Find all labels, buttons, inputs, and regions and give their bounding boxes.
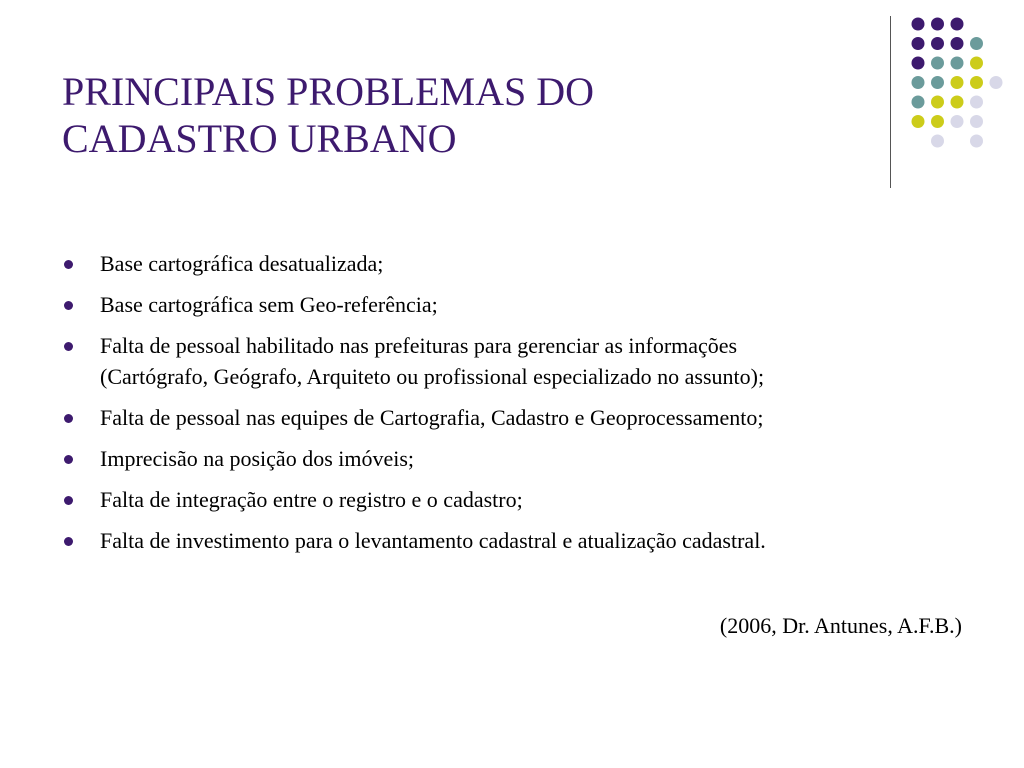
- decorative-dot: [931, 76, 944, 89]
- bullet-text: Falta de investimento para o levantamento cadastral e atualização cadastral.: [100, 528, 766, 553]
- decorative-dot: [951, 37, 964, 50]
- decorative-dot: [970, 135, 983, 148]
- slide-title-line-2: CADASTRO URBANO: [62, 116, 457, 161]
- slide-title: [62, 68, 822, 162]
- decorative-dot: [931, 37, 944, 50]
- slide-title-line-1: PRINCIPAIS PROBLEMAS DO: [62, 69, 594, 114]
- bullet-item: [62, 443, 982, 474]
- bullet-text: Falta de pessoal nas equipes de Cartografia, Cadastro e Geoprocessamento;: [100, 405, 764, 430]
- decorative-dot: [931, 57, 944, 70]
- decorative-dot: [970, 37, 983, 50]
- decorative-dot: [951, 57, 964, 70]
- bullet-item: [62, 289, 982, 320]
- decorative-dot: [912, 57, 925, 70]
- bullet-list: [62, 248, 982, 566]
- decorative-dot: [912, 96, 925, 109]
- decorative-dot: [970, 115, 983, 128]
- decorative-dot: [931, 135, 944, 148]
- bullet-item: [62, 402, 982, 433]
- bullet-dot-icon: [64, 414, 73, 423]
- bullet-text: Base cartográfica sem Geo-referência;: [100, 292, 438, 317]
- decorative-dot: [912, 18, 925, 31]
- title-divider-line: [890, 16, 891, 188]
- bullet-item: [62, 330, 982, 392]
- decorative-dot: [931, 96, 944, 109]
- bullet-dot-icon: [64, 260, 73, 269]
- bullet-dot-icon: [64, 496, 73, 505]
- decorative-dot: [970, 57, 983, 70]
- decorative-dot: [912, 115, 925, 128]
- decorative-dot: [912, 37, 925, 50]
- bullet-item: [62, 248, 982, 279]
- bullet-text: Imprecisão na posição dos imóveis;: [100, 446, 415, 471]
- bullet-dot-icon: [64, 537, 73, 546]
- decorative-dot: [970, 76, 983, 89]
- citation: (2006, Dr. Antunes, A.F.B.): [719, 613, 962, 638]
- bullet-text-line-2: (Cartógrafo, Geógrafo, Arquiteto ou profissional especializado no assunto);: [100, 364, 765, 389]
- decorative-dot: [951, 96, 964, 109]
- bullet-text: Base cartográfica desatualizada;: [100, 251, 384, 276]
- decorative-dot: [931, 18, 944, 31]
- bullet-text-line-1: Falta de pessoal habilitado nas prefeituras para gerenciar as informações: [100, 333, 738, 358]
- decorative-dot: [912, 76, 925, 89]
- decorative-dot: [951, 115, 964, 128]
- bullet-item: [62, 525, 982, 556]
- bullet-text: Falta de integração entre o registro e o cadastro;: [100, 487, 523, 512]
- bullet-dot-icon: [64, 342, 73, 351]
- decorative-dot: [970, 96, 983, 109]
- decorative-dot: [951, 76, 964, 89]
- decorative-dot: [931, 115, 944, 128]
- decorative-dot: [990, 76, 1003, 89]
- bullet-dot-icon: [64, 301, 73, 310]
- bullet-item: [62, 484, 982, 515]
- decorative-dot: [951, 18, 964, 31]
- bullet-dot-icon: [64, 455, 73, 464]
